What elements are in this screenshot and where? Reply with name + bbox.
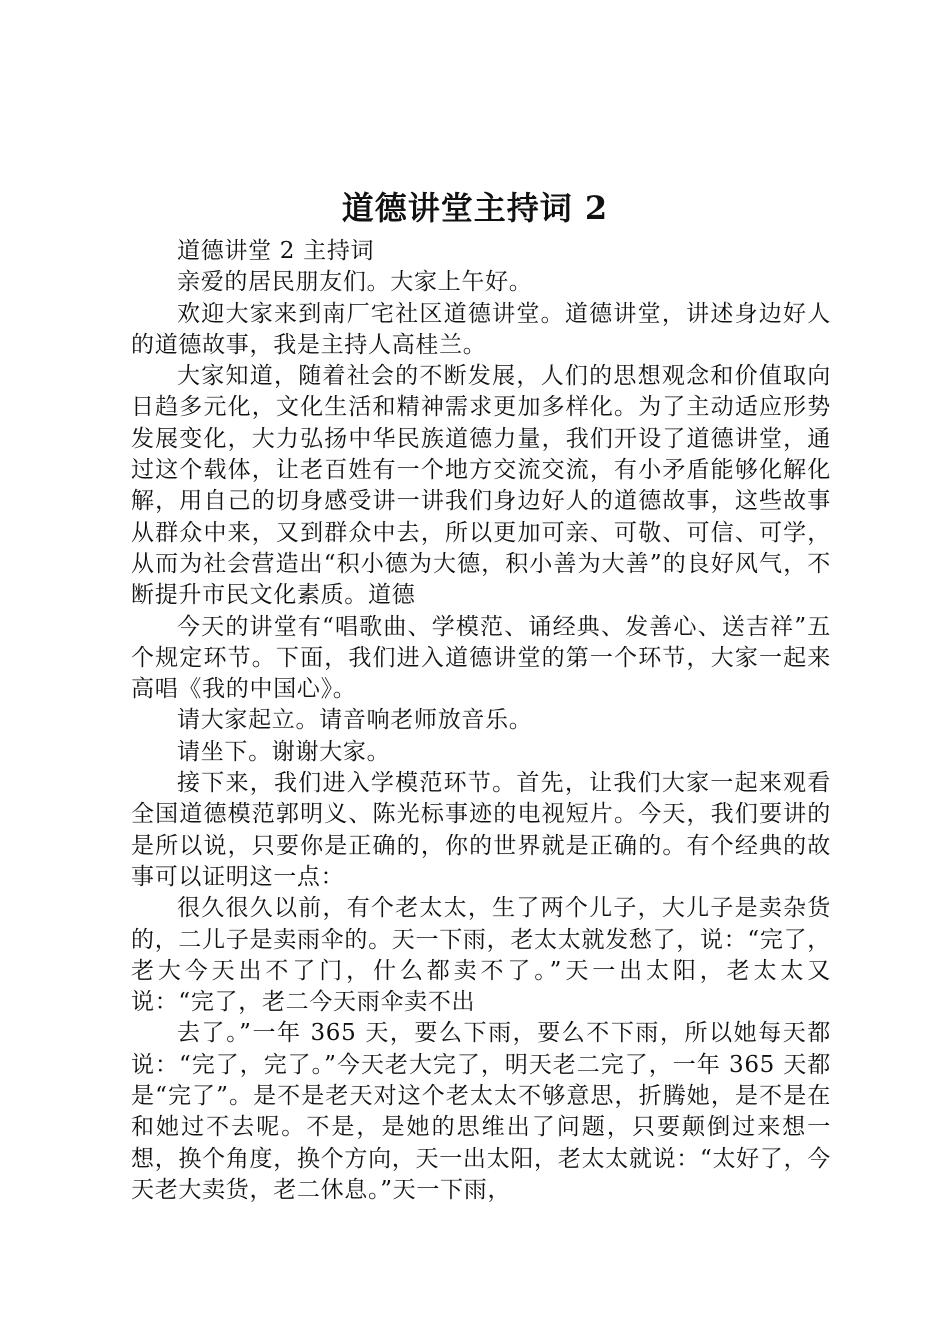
paragraph: 请大家起立。请音响老师放音乐。 bbox=[177, 707, 533, 734]
paragraph: 欢迎大家来到南厂宅社区道德讲堂。道德讲堂，讲述身边好人的道德故事，我是主持人高桂兰。 bbox=[131, 300, 831, 358]
paragraph: 接下来，我们进入学模范环节。首先，让我们大家一起来观看全国道德模范郭明义、陈光标事迹的电视短片。今天，我们要讲的是所以说，只要你是正确的，你的世界就是正确的。有个经典的故事可以证明这一点： bbox=[131, 770, 831, 890]
paragraph: 去了。”一年 365 天，要么下雨，要么不下雨，所以她每天都说：“完了，完了。”今天老大完了，明天老二完了，一年 365 天都是“完了”。是不是老天对这个老太太不够意思，折腾她，是不是在和她过不去呢。不是，是她的思维出了问题，只要颠倒过来想一想，换个角度，换个方向，天一出太阳，老太太就说：“太好了，今天老大卖货，老二休息。”天一下雨， bbox=[131, 1020, 831, 1203]
paragraph: 今天的讲堂有“唱歌曲、学模范、诵经典、发善心、送吉祥”五个规定环节。下面，我们进入道德讲堂的第一个环节，大家一起来高唱《我的中国心》。 bbox=[131, 613, 831, 703]
paragraph: 道德讲堂 2 主持词 bbox=[177, 238, 375, 264]
document-title: 道德讲堂主持词 2 bbox=[341, 189, 609, 227]
paragraph: 请坐下。谢谢大家。 bbox=[177, 738, 391, 765]
paragraph: 大家知道，随着社会的不断发展，人们的思想观念和价值取向日趋多元化，文化生活和精神需求更加多样化。为了主动适应形势发展变化，大力弘扬中华民族道德力量，我们开设了道德讲堂，通过这个载体，让老百姓有一个地方交流交流，有小矛盾能够化解化解，用自己的切身感受讲一讲我们身边好人的道德故事，这些故事从群众中来，又到群众中去，所以更加可亲、可敬、可信、可学，从而为社会营造出“积小德为大德，积小善为大善”的良好风气，不断提升市民文化素质。道德 bbox=[131, 363, 831, 609]
document-body bbox=[131, 236, 831, 1206]
paragraph: 亲爱的居民朋友们。大家上午好。 bbox=[177, 269, 533, 296]
paragraph: 很久很久以前，有个老太太，生了两个儿子，大儿子是卖杂货的，二儿子是卖雨伞的。天一下雨，老太太就发愁了，说：“完了，老大今天出不了门，什么都卖不了。”天一出太阳，老太太又说：“完了，老二今天雨伞卖不出 bbox=[131, 895, 831, 1016]
